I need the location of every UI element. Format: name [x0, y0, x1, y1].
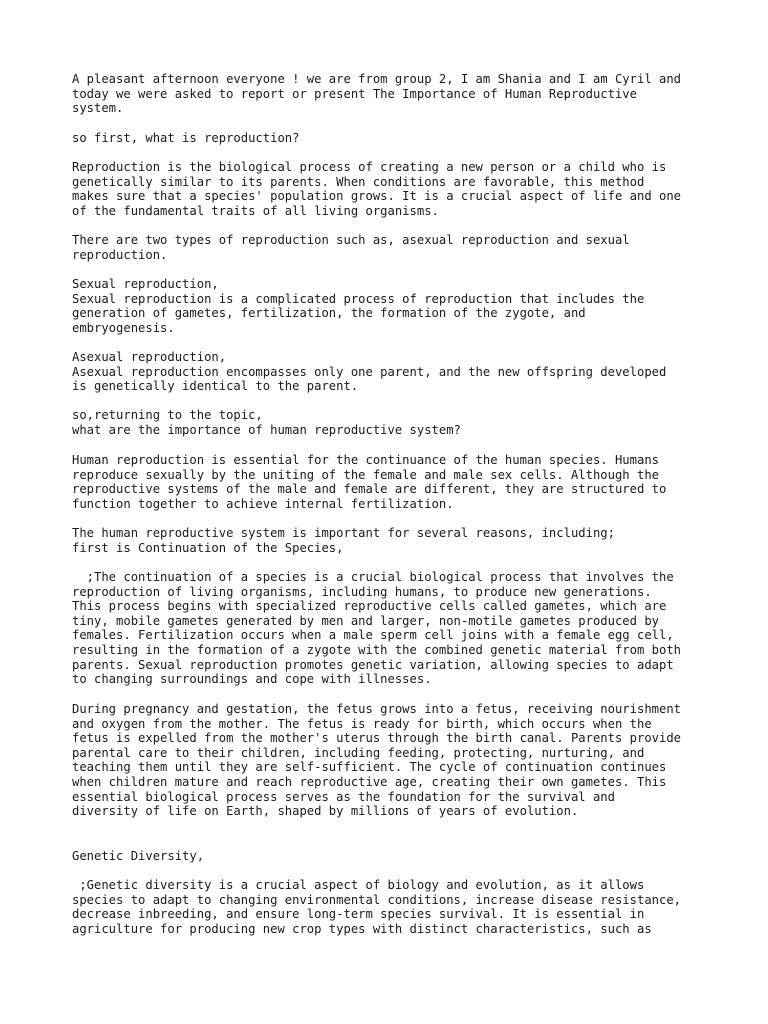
- sexual-reproduction-paragraph: Sexual reproduction, Sexual reproduction is a complicated process of reproduction that includes the generation of gametes, fertilization, the formation of the zygote, and embryogenesis.: [72, 277, 645, 335]
- genetic-diversity-heading: Genetic Diversity,: [72, 849, 205, 863]
- continuation-of-species-paragraph: ;The continuation of a species is a crucial biological process that involves the reproduction of living organisms, including humans, to produce new generations. This process begins with specialized reproductive cells called gametes, which are tiny, mobile gametes generated by men and larger, non-motile gametes produced by females. Fertilization occurs when a male sperm cell joins with a female egg cell, resulting in the formation of a zygote with the combined genetic material from both parents. Sexual reproduction promotes genetic variation, allowing species to adapt to changing surroundings and cope with illnesses.: [72, 570, 682, 687]
- question-reproduction: so first, what is reproduction?: [72, 131, 300, 145]
- intro-paragraph: A pleasant afternoon everyone ! we are from group 2, I am Shania and I am Cyril and today we were asked to report or present The Importance of Human Reproductive system.: [72, 72, 682, 116]
- reproduction-definition-paragraph: Reproduction is the biological process of creating a new person or a child who is genetically similar to its parents. When conditions are favorable, this method makes sure that a species' population grows. It is a crucial aspect of life and one of the fundamental traits of all living organisms.: [72, 160, 682, 218]
- human-reproduction-paragraph: Human reproduction is essential for the continuance of the human species. Humans reproduce sexually by the uniting of the female and male sex cells. Although the reproductive systems of the male and female are different, they are structured to function together to achieve internal fertilization.: [72, 453, 667, 511]
- pregnancy-gestation-paragraph: During pregnancy and gestation, the fetus grows into a fetus, receiving nourishment and oxygen from the mother. The fetus is ready for birth, which occurs when the fetus is expelled from the mother's uterus through the birth canal. Parents provide parental care to their children, including feeding, protecting, nurturing, and teaching them until they are self-sufficient. The cycle of continuation continues when children mature and reach reproductive age, creating their own gametes. This essential biological process serves as the foundation for the survival and diversity of life on Earth, shaped by millions of years of evolution.: [72, 702, 682, 819]
- asexual-reproduction-paragraph: Asexual reproduction, Asexual reproduction encompasses only one parent, and the new offspring developed is genetically identical to the parent.: [72, 350, 667, 394]
- importance-reasons-paragraph: The human reproductive system is important for several reasons, including; first is Continuation of the Species,: [72, 526, 615, 555]
- returning-to-topic-paragraph: so,returning to the topic, what are the importance of human reproductive system?: [72, 408, 461, 437]
- genetic-diversity-paragraph: ;Genetic diversity is a crucial aspect of biology and evolution, as it allows species to adapt to changing environmental conditions, increase disease resistance, decrease inbreeding, and ensure long-term species survival. It is essential in agriculture for producing new crop types with distinct characteristics, such as: [72, 878, 682, 936]
- types-of-reproduction-paragraph: There are two types of reproduction such as, asexual reproduction and sexual reproduction.: [72, 233, 630, 262]
